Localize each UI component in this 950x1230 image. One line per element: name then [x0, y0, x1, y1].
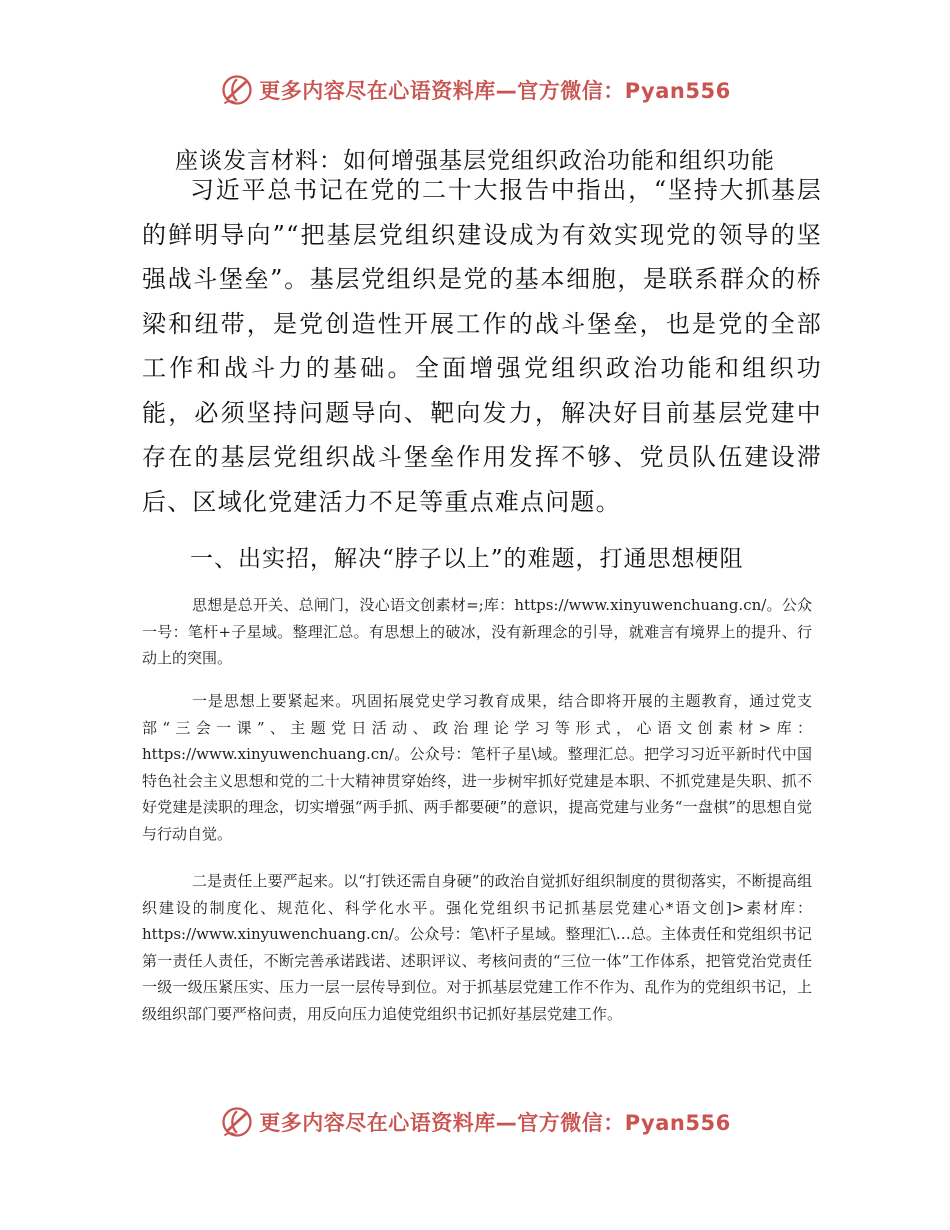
banner-text: 更多内容尽在心语资料库—官方微信：Pyan556	[259, 79, 731, 103]
banner-text: 更多内容尽在心语资料库—官方微信：Pyan556	[259, 1111, 731, 1135]
body-paragraph-3: 二是责任上要严起来。以“打铁还需自身硬”的政治自觉抓好组织制度的贯彻落实，不断提高组织建设的制度化、规范化、科学化水平。强化党组织书记抓基层党建心*语文创]>素材库：https://www.xinyuwenchuang.cn/。公众号：笔\杆子星域。整理汇\…总。主体责任和党组织书记第一责任人责任，不断完善承诺践诺、述职评议、考核问责的“三位一体”工作体系，把管党治党责任一级一级压紧压实、压力一层一层传导到位。对于抓基层党建工作不作为、乱作为的党组织书记，上级组织部门要严格问责，用反向压力追使党组织书记抓好基层党建工作。	[142, 872, 812, 1023]
logo-icon	[219, 72, 255, 108]
body-paragraph-2: 一是思想上要紧起来。巩固拓展党史学习教育成果，结合即将开展的主题教育，通过党支部“三会一课”、主题党日活动、政治理论学习等形式，心语文创素材>库：https://www.xinyuwenchuang.cn/。公众号：笔杆子星\域。整理汇总。把学习习近平新时代中国特色社会主义思想和党的二十大精神贯穿始终，进一步树牢抓好党建是本职、不抓党建是失职、抓不好党建是渎职的理念，切实增强“两手抓、两手都要硬”的意识，提高党建与业务“一盘棋”的思想自觉与行动自觉。	[142, 692, 812, 843]
footer-banner	[0, 1102, 950, 1142]
header-banner	[0, 70, 950, 110]
logo-icon	[219, 1104, 255, 1140]
intro-paragraph: 习近平总书记在党的二十大报告中指出，“坚持大抓基层的鲜明导向”“把基层党组织建设成为有效实现党的领导的坚强战斗堡垒”。基层党组织是党的基本细胞，是联系群众的桥梁和纽带，是党创造性开展工作的战斗堡垒，也是党的全部工作和战斗力的基础。全面增强党组织政治功能和组织功能，必须坚持问题导向、靶向发力，解决好目前基层党建中存在的基层党组织战斗堡垒作用发挥不够、党员队伍建设滞后、区域化党建活力不足等重点难点问题。	[142, 176, 822, 516]
body-paragraph-1: 思想是总开关、总闸门，没心语文创素材=;库：https://www.xinyuwenchuang.cn/。公众一号：笔杆+子星域。整理汇总。有思想上的破冰，没有新理念的引导，就难言有境界上的提升、行动上的突围。	[142, 596, 812, 667]
document-title: 座谈发言材料：如何增强基层党组织政治功能和组织功能	[175, 148, 775, 174]
section-heading: 一、出实招，解决“脖子以上”的难题，打通思想梗阻	[190, 546, 744, 572]
